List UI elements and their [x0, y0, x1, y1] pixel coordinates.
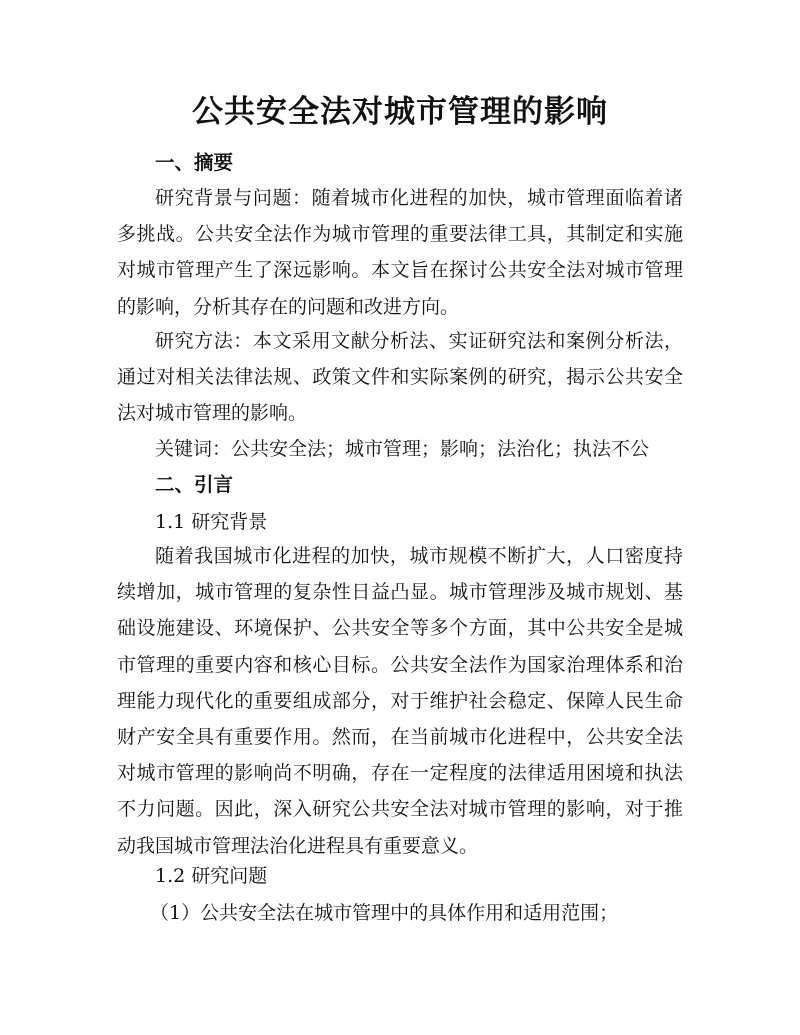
- subsection-heading-questions: 1.2 研究问题: [155, 865, 268, 887]
- document-title: 公共安全法对城市管理的影响: [192, 94, 608, 130]
- research-question-item: （1）公共安全法在城市管理中的具体作用和适用范围；: [150, 902, 619, 924]
- abstract-method-paragraph: 研究方法：本文采用文献分析法、实证研究法和案例分析法，通过对相关法律法规、政策文件和实际案例的研究，揭示公共安全法对城市管理的影响。: [117, 330, 683, 425]
- abstract-background-paragraph: 研究背景与问题：随着城市化进程的加快，城市管理面临着诸多挑战。公共安全法作为城市管理的重要法律工具，其制定和实施对城市管理产生了深远影响。本文旨在探讨公共安全法对城市管理的影响，分析其存在的问题和改进方向。: [117, 187, 683, 318]
- keywords-line: 关键词：公共安全法；城市管理；影响；法治化；执法不公: [155, 438, 650, 460]
- subsection-heading-background: 1.1 研究背景: [155, 511, 268, 533]
- section-heading-abstract: 一、摘要: [155, 151, 234, 174]
- background-paragraph: 随着我国城市化进程的加快，城市规模不断扩大，人口密度持续增加，城市管理的复杂性日益凸显。城市管理涉及城市规划、基础设施建设、环境保护、公共安全等多个方面，其中公共安全是城市管理的重要内容和核心目标。公共安全法作为国家治理体系和治理能力现代化的重要组成部分，对于维护社会稳定、保障人民生命财产安全具有重要作用。然而，在当前城市化进程中，公共安全法对城市管理的影响尚不明确，存在一定程度的法律适用困境和执法不力问题。因此，深入研究公共安全法对城市管理的影响，对于推动我国城市管理法治化进程具有重要意义。: [117, 545, 683, 857]
- section-heading-introduction: 二、引言: [155, 473, 234, 496]
